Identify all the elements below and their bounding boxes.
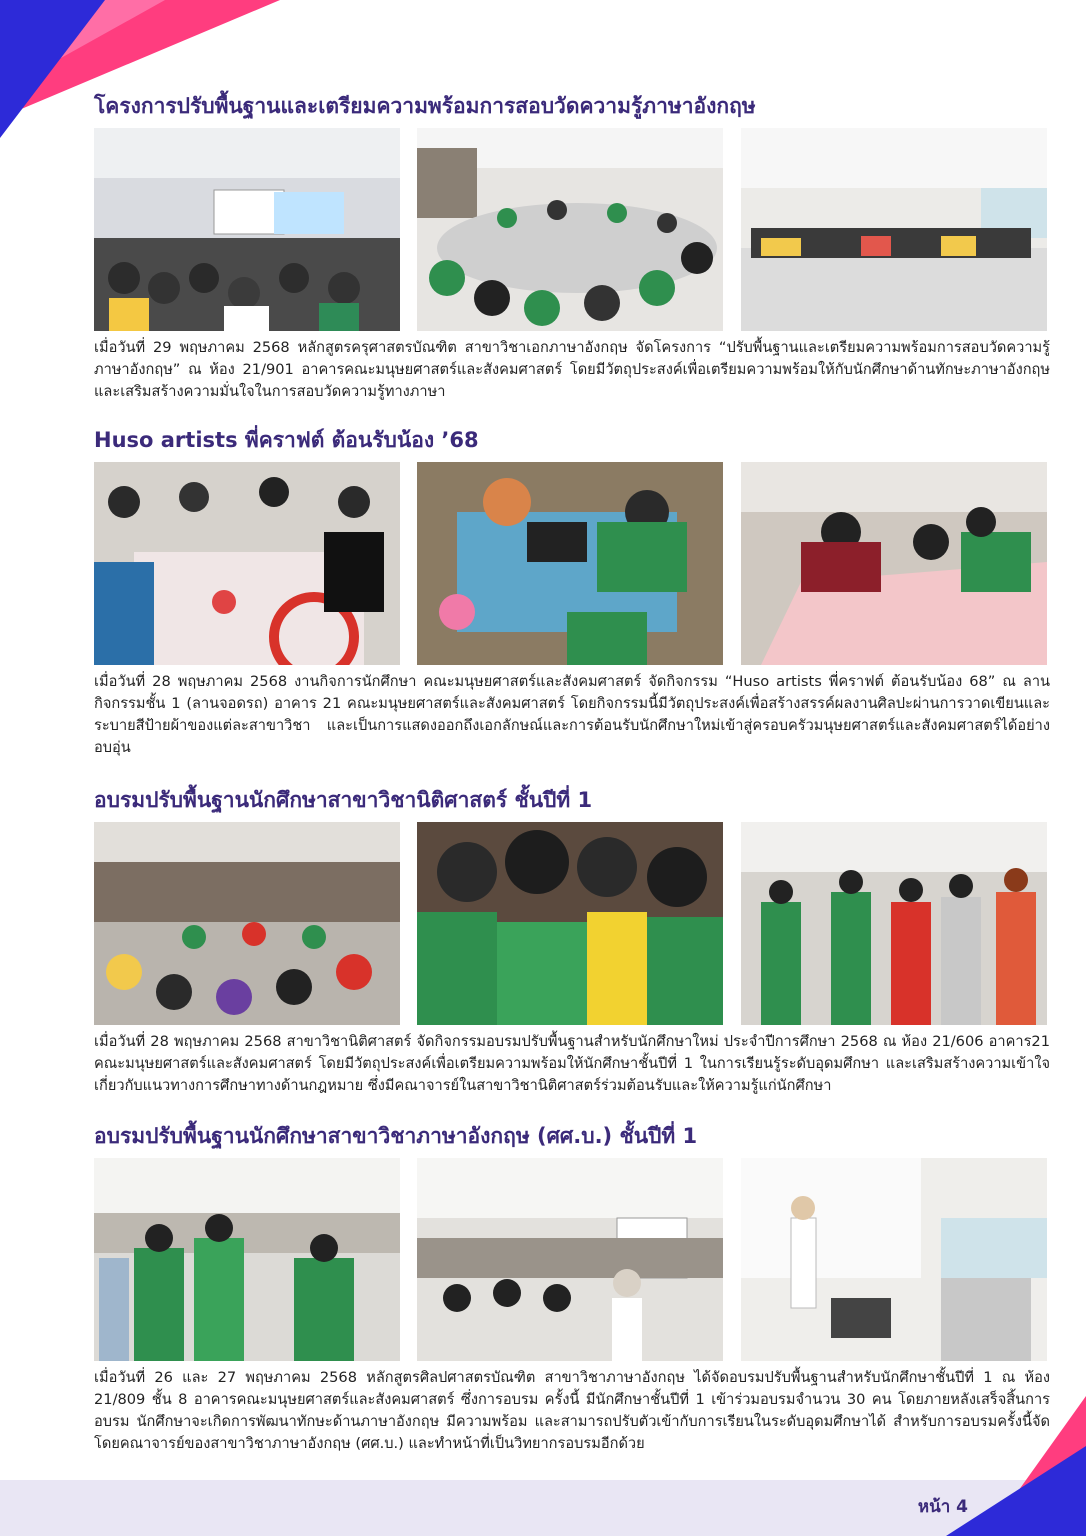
section-title: อบรมปรับพื้นฐานนักศึกษาสาขาวิชาภาษาอังกฤษ (ศศ.บ.) ชั้นปีที่ 1 <box>94 1124 698 1148</box>
photo <box>94 822 400 1025</box>
photo <box>741 128 1047 331</box>
photo <box>417 822 723 1025</box>
photo <box>741 462 1047 665</box>
photo <box>741 822 1047 1025</box>
news-section <box>94 426 1050 759</box>
photo <box>417 128 723 331</box>
news-section <box>94 1122 1050 1455</box>
section-caption: เมื่อวันที่ 26 และ 27 พฤษภาคม 2568 หลักสูตรศิลปศาสตรบัณฑิต สาขาวิชาภาษาอังกฤษ ได้จัดอบรมปรับพื้นฐานสำหรับนักศึกษาชั้นปีที่ 1 ณ ห้อง 21/809 ชั้น 8 อาคารคณะมนุษยศาสตร์และสังคมศาสตร์ ซึ่งการอบรม ครั้งนี้ มีนักศึกษาชั้นปีที่ 1 เข้าร่วมอบรมจำนวน 30 คน โดยภายหลังเสร็จสิ้นการอบรม นักศึกษาจะเกิดการพัฒนาทักษะด้านภาษาอังกฤษ มีความพร้อม และสามารถปรับตัวเข้ากับการเรียนในระดับอุดมศึกษาได้ สำหรับการอบรมครั้งนี้จัดโดยคณาจารย์ของสาขาวิชาภาษาอังกฤษ (ศศ.บ.) และทำหน้าที่เป็นวิทยากรอบรมอีกด้วย <box>94 1369 1050 1452</box>
section-title: Huso artists พี่คราฟต์ ต้อนรับน้อง ’68 <box>94 428 479 452</box>
news-section <box>94 786 1050 1097</box>
section-title: โครงการปรับพื้นฐานและเตรียมความพร้อมการสอบวัดความรู้ภาษาอังกฤษ <box>94 94 756 118</box>
photo <box>94 462 400 665</box>
section-caption: เมื่อวันที่ 29 พฤษภาคม 2568 หลักสูตรครุศาสตรบัณฑิต สาขาวิชาเอกภาษาอังกฤษ จัดโครงการ “ปรับพื้นฐานและเตรียมความพร้อมการสอบวัดความรู้ภาษาอังกฤษ” ณ ห้อง 21/901 อาคารคณะมนุษยศาสตร์และสังคมศาสตร์ โดยมีวัตถุประสงค์เพื่อเตรียมความพร้อมให้กับนักศึกษาด้านทักษะภาษาอังกฤษ และเสริมสร้างความมั่นใจในการสอบวัดความรู้ทางภาษา <box>94 339 1050 400</box>
photo <box>94 128 400 331</box>
photo-row <box>94 822 1050 1025</box>
page-number: หน้า 4 <box>917 1497 968 1517</box>
section-caption: เมื่อวันที่ 28 พฤษภาคม 2568 งานกิจการนักศึกษา คณะมนุษยศาสตร์และสังคมศาสตร์ จัดกิจกรรม “Huso artists พี่คราฟต์ ต้อนรับน้อง 68” ณ ลานกิจกรรมชั้น 1 (ลานจอดรถ) อาคาร 21 คณะมนุษยศาสตร์และสังคมศาสตร์ โดยกิจกรรมนี้มีวัตถุประสงค์เพื่อสร้างสรรค์ผลงานศิลปะผ่านการวาดเขียนและระบายสีป้ายผ้าของแต่ละสาขาวิชา และเป็นการแสดงออกถึงเอกลักษณ์และการต้อนรับนักศึกษาใหม่เข้าสู่ครอบครัวมนุษยศาสตร์และสังคมศาสตร์ได้อย่างอบอุ่น <box>94 673 1050 756</box>
section-title: อบรมปรับพื้นฐานนักศึกษาสาขาวิชานิติศาสตร์ ชั้นปีที่ 1 <box>94 788 593 812</box>
photo-row <box>94 128 1050 331</box>
photo <box>417 1158 723 1361</box>
section-caption: เมื่อวันที่ 28 พฤษภาคม 2568 สาขาวิชานิติศาสตร์ จัดกิจกรรมอบรมปรับพื้นฐานสำหรับนักศึกษาใหม่ ประจำปีการศึกษา 2568 ณ ห้อง 21/606 อาคาร21 คณะมนุษยศาสตร์และสังคมศาสตร์ โดยมีวัตถุประสงค์เพื่อเตรียมความพร้อมให้นักศึกษาชั้นปีที่ 1 ในการเรียนรู้ระดับอุดมศึกษา และเสริมสร้างความเข้าใจเกี่ยวกับแนวทางการศึกษาทางด้านกฎหมาย ซึ่งมีคณาจารย์ในสาขาวิชานิติศาสตร์ร่วมต้อนรับและให้ความรู้แก่นักศึกษา <box>94 1033 1050 1094</box>
photo-row <box>94 1158 1050 1361</box>
photo <box>94 1158 400 1361</box>
news-section <box>94 92 1050 403</box>
photo-row <box>94 462 1050 665</box>
photo <box>417 462 723 665</box>
photo <box>741 1158 1047 1361</box>
